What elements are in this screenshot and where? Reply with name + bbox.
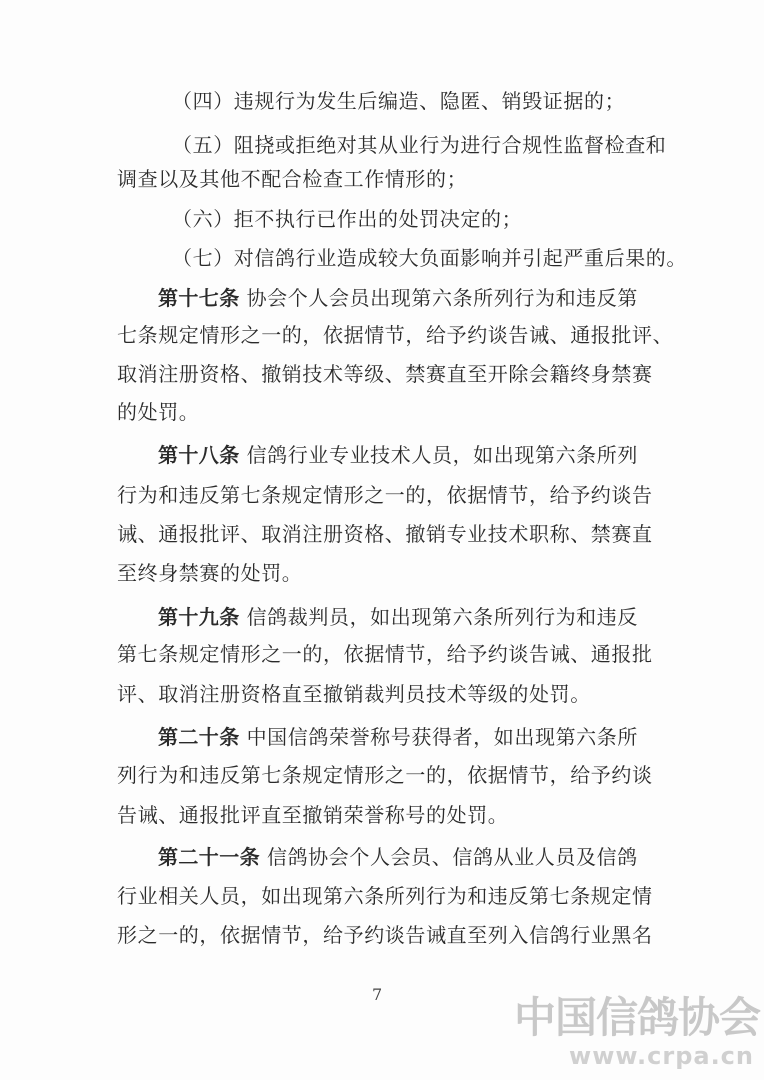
text-line: [117, 362, 653, 386]
text-line: [117, 803, 508, 827]
text-line: [117, 923, 653, 947]
watermark: [513, 993, 760, 1074]
line-text: 中国信鸽荣誉称号获得者，如出现第六条所: [246, 725, 638, 749]
article-title: 第二十条: [158, 725, 240, 749]
line-text: 信鸽裁判员，如出现第六条所列行为和违反: [246, 605, 638, 629]
watermark-url: www.crpa.cn: [569, 1042, 754, 1070]
line-text: 形之一的，依据情节，给予约谈告诫直至列入信鸽行业黑名: [117, 923, 653, 947]
line-text: （六）拒不执行已作出的处罚决定的；: [172, 207, 523, 231]
text-line: [172, 133, 666, 157]
line-text: 行为和违反第七条规定情形之一的，依据情节，给予约谈告: [117, 483, 653, 507]
text-line: [172, 207, 522, 231]
line-text: 评、取消注册资格直至撤销裁判员技术等级的处罚。: [117, 682, 591, 706]
line-text: 信鸽协会个人会员、信鸽从业人员及信鸽: [266, 845, 638, 869]
text-line: [117, 167, 467, 191]
line-text: 协会个人会员出现第六条所列行为和违反第: [246, 286, 638, 310]
line-text: （五）阻挠或拒绝对其从业行为进行合规性监督检查和: [172, 133, 667, 157]
line-text: 诫、通报批评、取消注册资格、撤销专业技术职称、禁赛直: [117, 522, 653, 546]
line-text: 至终身禁赛的处罚。: [117, 561, 303, 585]
article-21-heading-line: [158, 845, 638, 869]
text-line: [117, 642, 653, 666]
article-19-heading-line: [158, 605, 638, 629]
line-text: 调查以及其他不配合检查工作情形的；: [117, 167, 468, 191]
text-line: [172, 89, 625, 113]
text-line: [117, 682, 591, 706]
text-line: [172, 246, 687, 270]
article-17-heading-line: [158, 286, 638, 310]
line-text: 第七条规定情形之一的，依据情节，给予约谈告诫、通报批: [117, 642, 653, 666]
line-text: 列行为和违反第七条规定情形之一的，依据情节，给予约谈: [117, 763, 653, 787]
line-text: 七条规定情形之一的，依据情节，给予约谈告诫、通报批评、: [117, 323, 674, 347]
text-line: [117, 323, 673, 347]
article-title: 第十九条: [158, 605, 240, 629]
text-line: [117, 522, 653, 546]
line-text: 取消注册资格、撤销技术等级、禁赛直至开除会籍终身禁赛: [117, 362, 653, 386]
article-20-heading-line: [158, 725, 638, 749]
line-text: 的处罚。: [117, 400, 200, 424]
article-18-heading-line: [158, 443, 638, 467]
line-text: 告诫、通报批评直至撤销荣誉称号的处罚。: [117, 803, 509, 827]
text-line: [117, 884, 653, 908]
article-title: 第十七条: [158, 286, 240, 310]
article-title: 第二十一条: [158, 845, 260, 869]
text-line: [117, 763, 653, 787]
line-text: （四）违规行为发生后编造、隐匿、销毁证据的；: [172, 89, 626, 113]
text-line: [117, 400, 199, 424]
watermark-title: 中国信鸽协会: [513, 993, 760, 1042]
line-text: （七）对信鸽行业造成较大负面影响并引起严重后果的。: [172, 246, 687, 270]
text-line: [117, 561, 302, 585]
line-text: 信鸽行业专业技术人员，如出现第六条所列: [246, 443, 638, 467]
line-text: 行业相关人员，如出现第六条所列行为和违反第七条规定情: [117, 884, 653, 908]
text-line: [117, 483, 653, 507]
article-title: 第十八条: [158, 443, 240, 467]
page-number: 7: [372, 985, 383, 1004]
